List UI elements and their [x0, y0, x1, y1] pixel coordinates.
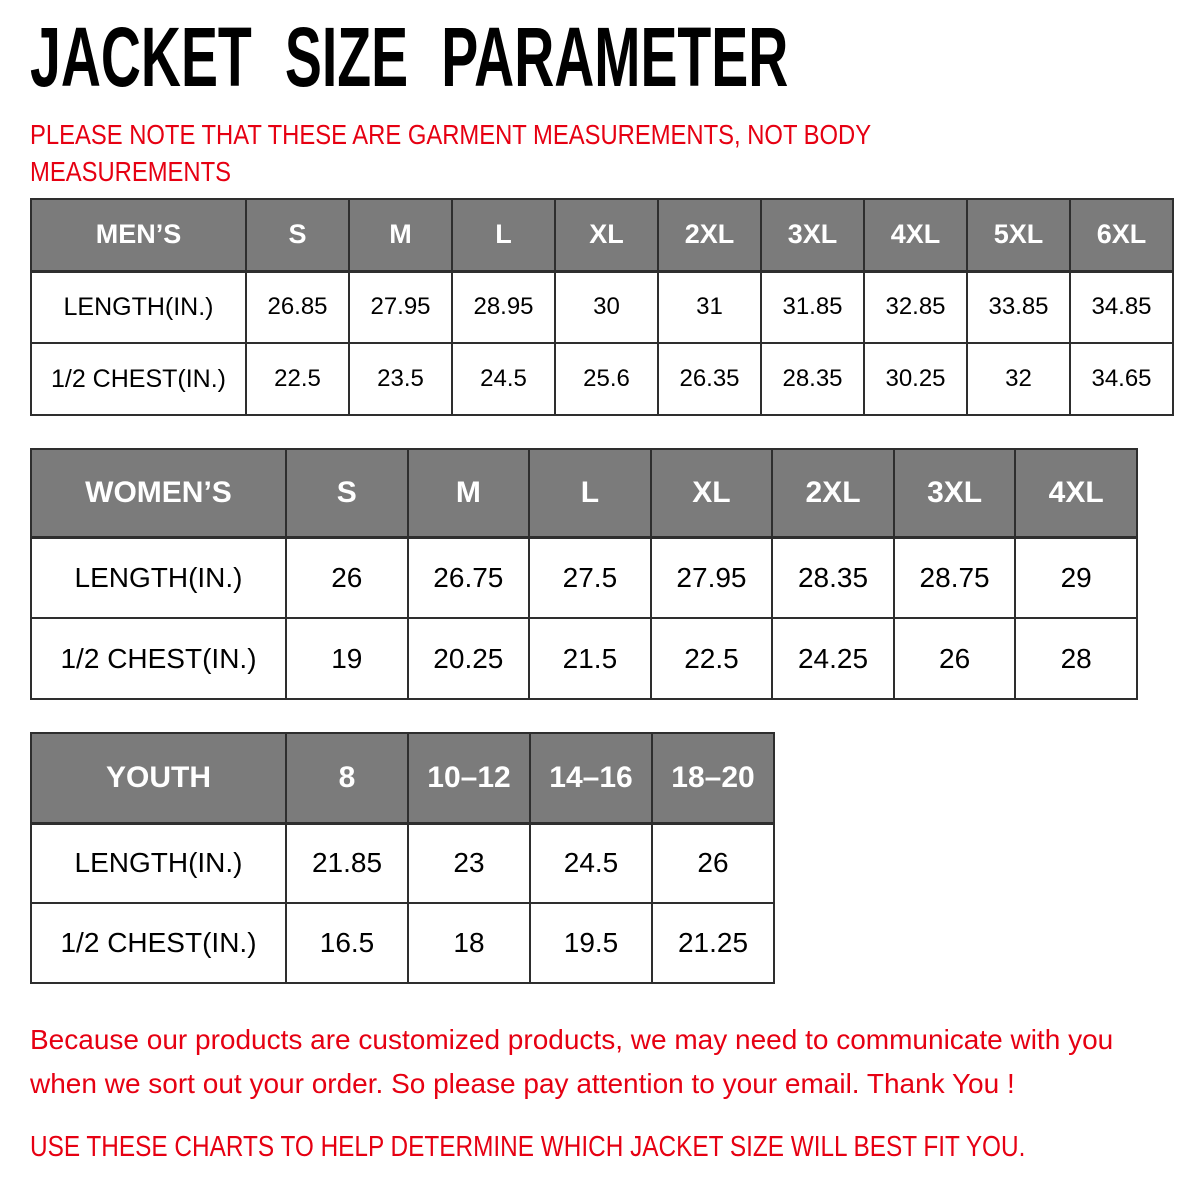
- value-cell: 28.35: [772, 537, 894, 618]
- value-cell: 28.35: [761, 343, 864, 415]
- value-cell: 26.85: [246, 271, 349, 343]
- value-cell: 30: [555, 271, 658, 343]
- value-cell: 19: [286, 618, 408, 699]
- size-header-cell: L: [452, 199, 555, 271]
- size-header-cell: S: [246, 199, 349, 271]
- womens-size-table: [30, 448, 1138, 700]
- size-header-cell: M: [349, 199, 452, 271]
- value-cell: 16.5: [286, 903, 408, 983]
- note-line-1: PLEASE NOTE THAT THESE ARE GARMENT MEASUREMENTS, NOT BODY: [30, 119, 872, 150]
- customization-notice: [30, 1018, 1200, 1106]
- value-cell: 32.85: [864, 271, 967, 343]
- row-label: LENGTH(IN.): [31, 823, 286, 903]
- value-cell: 22.5: [246, 343, 349, 415]
- value-cell: 31.85: [761, 271, 864, 343]
- value-cell: 23.5: [349, 343, 452, 415]
- value-cell: 19.5: [530, 903, 652, 983]
- value-cell: 28: [1015, 618, 1137, 699]
- value-cell: 27.95: [349, 271, 452, 343]
- measurement-row: [31, 343, 1173, 415]
- garment-measurement-note: [30, 116, 1025, 190]
- mens-table-title-cell: MEN’S: [31, 199, 246, 271]
- size-header-cell: XL: [555, 199, 658, 271]
- womens-table-title-cell: WOMEN’S: [31, 449, 286, 537]
- measurement-row: [31, 271, 1173, 343]
- size-header-cell: 3XL: [894, 449, 1016, 537]
- value-cell: 22.5: [651, 618, 773, 699]
- value-cell: 20.25: [408, 618, 530, 699]
- mens-header-row: [31, 199, 1173, 271]
- notice-line-1: Because our products are customized products, we may need to communicate with you: [30, 1024, 1114, 1055]
- row-label: 1/2 CHEST(IN.): [31, 903, 286, 983]
- value-cell: 21.25: [652, 903, 774, 983]
- size-header-cell: M: [408, 449, 530, 537]
- youth-header-row: [31, 733, 774, 823]
- value-cell: 34.85: [1070, 271, 1173, 343]
- youth-table-title-cell: YOUTH: [31, 733, 286, 823]
- value-cell: 29: [1015, 537, 1137, 618]
- size-header-cell: 8: [286, 733, 408, 823]
- size-header-cell: 14–16: [530, 733, 652, 823]
- value-cell: 21.5: [529, 618, 651, 699]
- value-cell: 28.75: [894, 537, 1016, 618]
- youth-size-table: [30, 732, 775, 984]
- value-cell: 30.25: [864, 343, 967, 415]
- measurement-row: [31, 903, 774, 983]
- size-header-cell: XL: [651, 449, 773, 537]
- notice-line-2: when we sort out your order. So please pay attention to your email. Thank You !: [30, 1068, 1015, 1099]
- row-label: 1/2 CHEST(IN.): [31, 343, 246, 415]
- size-header-cell: 3XL: [761, 199, 864, 271]
- size-header-cell: 18–20: [652, 733, 774, 823]
- value-cell: 24.25: [772, 618, 894, 699]
- size-header-cell: 4XL: [864, 199, 967, 271]
- value-cell: 26: [894, 618, 1016, 699]
- size-chart-page: [0, 10, 1200, 1166]
- value-cell: 24.5: [530, 823, 652, 903]
- measurement-row: [31, 618, 1137, 699]
- row-label: 1/2 CHEST(IN.): [31, 618, 286, 699]
- value-cell: 25.6: [555, 343, 658, 415]
- measurement-row: [31, 537, 1137, 618]
- mens-size-table: [30, 198, 1174, 416]
- value-cell: 23: [408, 823, 530, 903]
- value-cell: 24.5: [452, 343, 555, 415]
- size-header-cell: 2XL: [658, 199, 761, 271]
- womens-header-row: [31, 449, 1137, 537]
- size-header-cell: 2XL: [772, 449, 894, 537]
- size-header-cell: 6XL: [1070, 199, 1173, 271]
- measurement-row: [31, 823, 774, 903]
- size-header-cell: L: [529, 449, 651, 537]
- value-cell: 18: [408, 903, 530, 983]
- value-cell: 27.5: [529, 537, 651, 618]
- size-header-cell: 5XL: [967, 199, 1070, 271]
- row-label: LENGTH(IN.): [31, 537, 286, 618]
- value-cell: 33.85: [967, 271, 1070, 343]
- value-cell: 31: [658, 271, 761, 343]
- value-cell: 26.35: [658, 343, 761, 415]
- note-line-2: MEASUREMENTS: [30, 156, 231, 187]
- value-cell: 21.85: [286, 823, 408, 903]
- value-cell: 26.75: [408, 537, 530, 618]
- size-header-cell: S: [286, 449, 408, 537]
- row-label: LENGTH(IN.): [31, 271, 246, 343]
- value-cell: 32: [967, 343, 1070, 415]
- value-cell: 26: [652, 823, 774, 903]
- value-cell: 28.95: [452, 271, 555, 343]
- value-cell: 34.65: [1070, 343, 1173, 415]
- value-cell: 27.95: [651, 537, 773, 618]
- value-cell: 26: [286, 537, 408, 618]
- chart-usage-note: USE THESE CHARTS TO HELP DETERMINE WHICH JACKET SIZE WILL BEST FIT YOU.: [30, 1131, 1026, 1163]
- size-header-cell: 4XL: [1015, 449, 1137, 537]
- page-title: JACKET SIZE PARAMETER: [30, 10, 789, 104]
- size-header-cell: 10–12: [408, 733, 530, 823]
